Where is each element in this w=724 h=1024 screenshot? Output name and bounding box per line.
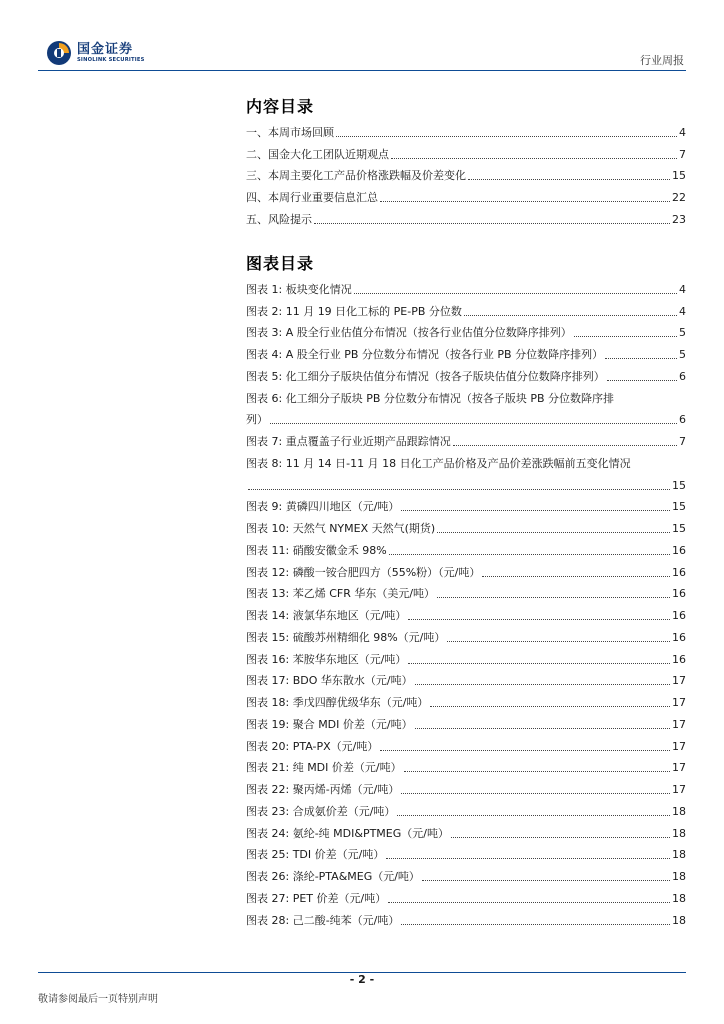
- dot-leader: [408, 663, 670, 664]
- contents-entry-label: 三、本周主要化工产品价格涨跌幅及价差变化: [246, 169, 466, 183]
- figures-list: [246, 275, 686, 928]
- figure-entry-page: 6: [679, 369, 686, 383]
- figure-entry-label: 图表 8: 11 月 14 日-11 月 18 日化工产品价格及产品价差涨跌幅前五变化情况: [246, 456, 631, 470]
- figure-entry-page: 17: [672, 739, 686, 753]
- contents-section: [246, 94, 686, 227]
- figure-entry[interactable]: [246, 319, 686, 341]
- figure-entry[interactable]: [246, 732, 686, 754]
- figure-entry-page: 16: [672, 652, 686, 666]
- contents-entry-label: 五、风险提示: [246, 212, 312, 226]
- dot-leader: [380, 750, 670, 751]
- figure-entry-label: 图表 16: 苯胺华东地区（元/吨）: [246, 652, 407, 666]
- figure-entry[interactable]: [246, 514, 686, 536]
- figure-entry-page: 16: [672, 543, 686, 557]
- figure-entry[interactable]: [246, 775, 686, 797]
- logo-english-name: SINOLINK SECURITIES: [77, 56, 145, 63]
- figure-entry-label: 图表 2: 11 月 19 日化工标的 PE-PB 分位数: [246, 304, 462, 318]
- dot-leader: [380, 201, 670, 202]
- figure-entry-page: 18: [672, 826, 686, 840]
- figure-entry-label: 图表 26: 涤纶-PTA&MEG（元/吨）: [246, 870, 420, 883]
- figure-entry-page: 18: [672, 870, 686, 883]
- page-header: [0, 0, 724, 76]
- header-divider: [38, 70, 686, 71]
- figure-entry-label: 图表 9: 黄磷四川地区（元/吨）: [246, 500, 400, 514]
- dot-leader: [401, 510, 670, 511]
- figure-entry-page: 15: [672, 478, 686, 492]
- contents-title: 内容目录: [246, 97, 315, 116]
- figure-entry[interactable]: [246, 427, 686, 449]
- figure-entry-page: 5: [679, 348, 686, 361]
- figure-entry[interactable]: [246, 536, 686, 558]
- figure-entry-page: 16: [672, 609, 686, 622]
- figure-entry[interactable]: [246, 362, 686, 384]
- figure-entry-label: 图表 11: 硝酸安徽金禾 98%: [246, 543, 387, 557]
- figure-entry-label: 图表 4: A 股全行业 PB 分位数分布情况（按各行业 PB 分位数降序排列）: [246, 348, 604, 361]
- contents-entry-page: 7: [679, 147, 686, 161]
- contents-entry-page: 23: [672, 212, 686, 226]
- figure-entry-label: 图表 22: 聚丙烯-丙烯（元/吨）: [246, 783, 400, 796]
- figure-entry[interactable]: [246, 558, 686, 580]
- contents-entry[interactable]: [246, 118, 686, 140]
- figure-entry[interactable]: [246, 667, 686, 689]
- figure-entry-label: 图表 7: 重点覆盖子行业近期产品跟踪情况: [246, 435, 451, 448]
- contents-entry-label: 一、本周市场回顾: [246, 125, 334, 139]
- figure-entry[interactable]: [246, 493, 686, 515]
- figure-entry-page: 5: [679, 326, 686, 340]
- dot-leader: [453, 445, 677, 446]
- figure-entry-label: 图表 6: 化工细分子版块 PB 分位数分布情况（按各子版块 PB 分位数降序排: [246, 391, 615, 405]
- figure-entry[interactable]: [246, 862, 686, 884]
- dot-leader: [314, 223, 670, 224]
- figure-entry-page: 17: [672, 717, 686, 731]
- figure-entry[interactable]: [246, 384, 686, 428]
- figure-entry[interactable]: [246, 580, 686, 602]
- dot-leader: [397, 815, 670, 816]
- contents-entry-page: 4: [679, 125, 686, 139]
- dot-leader: [447, 641, 670, 642]
- logo-chinese-name: 国金证券: [77, 41, 134, 57]
- contents-entry[interactable]: [246, 140, 686, 162]
- figure-entry-page: 18: [672, 804, 686, 818]
- figure-entry[interactable]: [246, 340, 686, 362]
- figure-entry[interactable]: [246, 841, 686, 863]
- disclaimer-text: 敬请参阅最后一页特别声明: [38, 994, 158, 1005]
- dot-leader: [482, 576, 670, 577]
- sinolink-logo: [46, 40, 145, 66]
- figure-entry-label: 图表 25: TDI 价差（元/吨）: [246, 848, 385, 862]
- dot-leader: [336, 136, 677, 137]
- dot-leader: [401, 924, 670, 925]
- figure-entry-label: 图表 5: 化工细分子版块估值分布情况（按各子版块估值分位数降序排列）: [246, 369, 605, 383]
- dot-leader: [389, 554, 670, 555]
- figure-entry-page: 18: [672, 913, 686, 927]
- dot-leader: [422, 880, 670, 881]
- figure-entry[interactable]: [246, 275, 686, 297]
- dot-leader: [468, 179, 670, 180]
- figure-entry-page: 17: [672, 783, 686, 796]
- figure-entry-label: 图表 27: PET 价差（元/吨）: [246, 891, 387, 905]
- contents-entry[interactable]: [246, 205, 686, 227]
- dot-leader: [605, 358, 677, 359]
- figure-entry[interactable]: [246, 297, 686, 319]
- figure-entry-label: 图表 24: 氨纶-纯 MDI&PTMEG（元/吨）: [246, 826, 449, 840]
- figure-entry[interactable]: [246, 710, 686, 732]
- dot-leader: [248, 489, 670, 490]
- dot-leader: [437, 597, 670, 598]
- figure-entry-page: 16: [672, 630, 686, 644]
- contents-entry-label: 四、本周行业重要信息汇总: [246, 191, 378, 204]
- figure-entry-label: 图表 15: 硫酸苏州精细化 98%（元/吨）: [246, 630, 446, 644]
- figure-entry-label: 图表 17: BDO 华东散水（元/吨）: [246, 674, 413, 688]
- dot-leader: [388, 902, 670, 903]
- contents-entry-page: 22: [672, 191, 686, 204]
- figure-entry-page: 16: [672, 565, 686, 579]
- figure-entry-page: 15: [672, 522, 686, 535]
- figure-entry-page: 18: [672, 891, 686, 905]
- figure-entry-page: 16: [672, 587, 686, 601]
- dot-leader: [451, 837, 670, 838]
- figures-title: 图表目录: [246, 254, 315, 273]
- figure-entry-label: 图表 18: 季戊四醇优级华东（元/吨）: [246, 696, 429, 709]
- figure-entry[interactable]: [246, 884, 686, 906]
- figure-entry[interactable]: [246, 645, 686, 667]
- figure-entry-label: 图表 12: 磷酸一铵合肥四方（55%粉）（元/吨）: [246, 565, 481, 579]
- dot-leader: [415, 728, 670, 729]
- contents-entry-label: 二、国金大化工团队近期观点: [246, 147, 389, 161]
- figure-entry-page: 18: [672, 848, 686, 862]
- figure-entry[interactable]: [246, 797, 686, 819]
- figure-entry[interactable]: [246, 601, 686, 623]
- contents-entry[interactable]: [246, 183, 686, 205]
- contents-entry-page: 15: [672, 169, 686, 183]
- page-number: - 2 -: [349, 973, 375, 986]
- figure-entry[interactable]: [246, 906, 686, 928]
- figure-entry-label: 图表 28: 己二酸-纯苯（元/吨）: [246, 913, 400, 927]
- dot-leader: [270, 423, 677, 424]
- contents-entry[interactable]: [246, 162, 686, 184]
- figure-entry-label: 图表 13: 苯乙烯 CFR 华东（美元/吨）: [246, 587, 436, 601]
- figure-entry-page: 7: [679, 435, 686, 448]
- figure-entry-label: 图表 20: PTA-PX（元/吨）: [246, 739, 379, 753]
- figure-entry-page: 17: [672, 674, 686, 688]
- figure-entry-label: 图表 10: 天然气 NYMEX 天然气(期货): [246, 522, 436, 535]
- contents-list: [246, 118, 686, 227]
- figure-entry[interactable]: [246, 688, 686, 710]
- dot-leader: [404, 771, 670, 772]
- figure-entry-page: 17: [672, 761, 686, 775]
- figure-entry-page: 4: [679, 282, 686, 296]
- figure-entry-page: 17: [672, 696, 686, 709]
- dot-leader: [354, 293, 677, 294]
- figure-entry[interactable]: [246, 623, 686, 645]
- dot-leader: [607, 380, 677, 381]
- dot-leader: [437, 532, 670, 533]
- dot-leader: [430, 706, 670, 707]
- dot-leader: [408, 619, 670, 620]
- report-type-label: 行业周报: [640, 54, 684, 67]
- figure-entry-page: 6: [679, 413, 686, 427]
- figure-entry-label: 图表 21: 纯 MDI 价差（元/吨）: [246, 761, 402, 775]
- figure-entry[interactable]: [246, 819, 686, 841]
- figure-entry-label: 图表 14: 液氯华东地区（元/吨）: [246, 609, 407, 622]
- dot-leader: [464, 315, 677, 316]
- figure-entry[interactable]: [246, 754, 686, 776]
- figure-entry-label: 图表 3: A 股全行业估值分布情况（按各行业估值分位数降序排列）: [246, 326, 572, 340]
- figure-entry-label: 图表 1: 板块变化情况: [246, 282, 352, 296]
- figure-entry-label: 图表 19: 聚合 MDI 价差（元/吨）: [246, 717, 413, 731]
- figures-section: [246, 251, 686, 928]
- figure-entry[interactable]: [246, 449, 686, 493]
- dot-leader: [574, 336, 677, 337]
- dot-leader: [391, 158, 677, 159]
- figure-entry-page: 4: [679, 304, 686, 318]
- sinolink-logo-mark: [46, 40, 72, 66]
- dot-leader: [401, 793, 670, 794]
- dot-leader: [386, 858, 670, 859]
- dot-leader: [415, 684, 670, 685]
- figure-entry-page: 15: [672, 500, 686, 514]
- figure-entry-label-continued: 列）: [246, 413, 268, 427]
- figure-entry-label: 图表 23: 合成氨价差（元/吨）: [246, 804, 396, 818]
